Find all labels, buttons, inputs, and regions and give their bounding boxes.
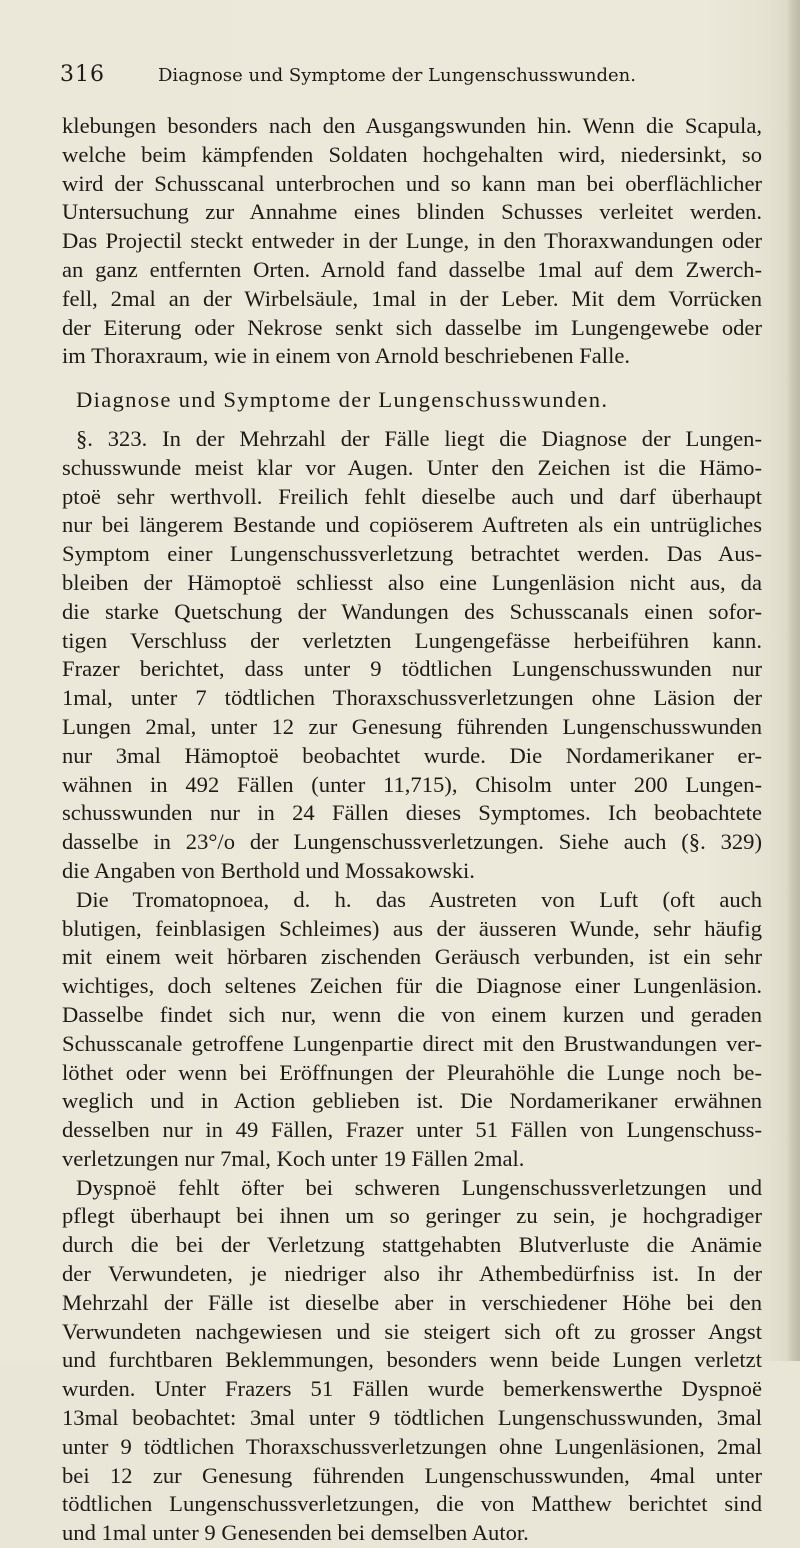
text-line: Lungen 2mal, unter 12 zur Genesung führenden Lungenschusswunden bbox=[62, 713, 762, 739]
text-line: weglich und in Action geblieben ist. Die Nordamerikaner erwähnen bbox=[62, 1088, 762, 1114]
text-line: fell, 2mal an der Wirbelsäule, 1mal in der Leber. Mit dem Vorrücken bbox=[62, 285, 762, 311]
text-line: wird der Schusscanal unterbrochen und so kann man bei oberflächlicher bbox=[62, 170, 762, 196]
text-line: schusswunden nur in 24 Fällen dieses Symptomes. Ich beobachtete bbox=[62, 800, 762, 826]
text-line: welche beim kämpfenden Soldaten hochgehalten wird, niedersinkt, so bbox=[62, 141, 762, 167]
text-line: wähnen in 492 Fällen (unter 11,715), Chisolm unter 200 Lungen- bbox=[62, 771, 762, 797]
page-header bbox=[60, 62, 760, 92]
text-line: unter 9 tödtlichen Thoraxschussverletzungen ohne Lungenläsionen, 2mal bbox=[62, 1433, 762, 1459]
text-line: pflegt überhaupt bei ihnen um so geringer zu sein, je hochgradiger bbox=[62, 1203, 762, 1229]
text-line: wichtiges, doch seltenes Zeichen für die Diagnose einer Lungenläsion. bbox=[62, 973, 762, 999]
text-line: tigen Verschluss der verletzten Lungengefässe herbeiführen kann. bbox=[62, 627, 762, 653]
paragraph-3 bbox=[62, 886, 762, 1174]
text-line: und furchtbaren Beklemmungen, besonders wenn beide Lungen verletzt bbox=[62, 1347, 762, 1373]
text-line: und 1mal unter 9 Genesenden bei demselben Autor. bbox=[62, 1520, 529, 1546]
text-line: Die Tromatopnoea, d. h. das Austreten von Luft (oft auch bbox=[76, 886, 762, 912]
text-line: durch die bei der Verletzung stattgehabten Blutverluste die Anämie bbox=[62, 1232, 762, 1258]
page-number: 316 bbox=[60, 62, 105, 87]
text-line: blutigen, feinblasigen Schleimes) aus der äusseren Wunde, sehr häufig bbox=[62, 915, 762, 941]
text-line: verletzungen nur 7mal, Koch unter 19 Fällen 2mal. bbox=[62, 1145, 525, 1171]
text-line: Untersuchung zur Annahme eines blinden Schusses verleitet werden. bbox=[62, 199, 762, 225]
text-line: desselben nur in 49 Fällen, Frazer unter 51 Fällen von Lungenschuss- bbox=[62, 1117, 762, 1143]
text-line: bei 12 zur Genesung führenden Lungenschusswunden, 4mal unter bbox=[62, 1462, 762, 1488]
text-line: klebungen besonders nach den Ausgangswunden hin. Wenn die Scapula, bbox=[62, 113, 762, 138]
text-line: der Verwundeten, je niedriger also ihr Athembedürfniss ist. In der bbox=[62, 1261, 762, 1287]
text-line: an ganz entfernten Orten. Arnold fand dasselbe 1mal auf dem Zwerch- bbox=[62, 256, 762, 282]
text-line: nur bei längerem Bestande und copiöserem Auftreten als ein untrügliches bbox=[62, 512, 762, 538]
running-head: Diagnose und Symptome der Lungenschusswunden. bbox=[158, 65, 636, 86]
text-line: §. 323. In der Mehrzahl der Fälle liegt die Diagnose der Lungen- bbox=[76, 425, 762, 451]
text-line: 1mal, unter 7 tödtlichen Thoraxschussverletzungen ohne Läsion der bbox=[62, 685, 762, 711]
paragraph-1 bbox=[62, 112, 762, 371]
text-line: Dasselbe findet sich nur, wenn die von einem kurzen und geraden bbox=[62, 1001, 762, 1027]
text-line: mit einem weit hörbaren zischenden Geräusch verbunden, ist ein sehr bbox=[62, 944, 762, 970]
text-line: dasselbe in 23°/o der Lungenschussverletzungen. Siehe auch (§. 329) bbox=[62, 829, 762, 855]
text-line: Frazer berichtet, dass unter 9 tödtlichen Lungenschusswunden nur bbox=[62, 656, 762, 682]
text-line: tödtlichen Lungenschussverletzungen, die von Matthew berichtet sind bbox=[62, 1491, 762, 1517]
text-line: bleiben der Hämoptoë schliesst also eine Lungenläsion nicht aus, da bbox=[62, 569, 762, 595]
text-line: nur 3mal Hämoptoë beobachtet wurde. Die Nordamerikaner er- bbox=[62, 742, 762, 768]
text-line: löthet oder wenn bei Eröffnungen der Pleurahöhle die Lunge noch be- bbox=[62, 1059, 762, 1085]
text-line: Mehrzahl der Fälle ist dieselbe aber in verschiedener Höhe bei den bbox=[62, 1289, 762, 1315]
paragraph-2 bbox=[62, 425, 762, 886]
text-line: 13mal beobachtet: 3mal unter 9 tödtlichen Lungenschusswunden, 3mal bbox=[62, 1405, 762, 1431]
text-line: wurden. Unter Frazers 51 Fällen wurde bemerkenswerthe Dyspnoë bbox=[62, 1376, 762, 1402]
page-body bbox=[62, 112, 762, 1548]
page-edge-shadow bbox=[786, 0, 800, 1361]
text-line: Verwundeten nachgewiesen und sie steigert sich oft zu grosser Angst bbox=[62, 1318, 762, 1344]
text-line: die starke Quetschung der Wandungen des Schusscanals einen sofor- bbox=[62, 598, 762, 624]
text-line: Das Projectil steckt entweder in der Lunge, in den Thoraxwandungen oder bbox=[62, 228, 762, 254]
text-line: schusswunde meist klar vor Augen. Unter den Zeichen ist die Hämo- bbox=[62, 454, 762, 480]
text-line: im Thoraxraum, wie in einem von Arnold beschriebenen Falle. bbox=[62, 343, 631, 369]
text-line: Symptom einer Lungenschussverletzung betrachtet werden. Das Aus- bbox=[62, 541, 762, 567]
text-line: ptoë sehr werthvoll. Freilich fehlt dieselbe auch und darf überhaupt bbox=[62, 483, 762, 509]
text-line: Dyspnoë fehlt öfter bei schweren Lungenschussverletzungen und bbox=[76, 1174, 762, 1200]
text-line: Schusscanale getroffene Lungenpartie direct mit den Brustwandungen ver- bbox=[62, 1030, 762, 1056]
text-line: die Angaben von Berthold und Mossakowski. bbox=[62, 857, 475, 883]
text-line: der Eiterung oder Nekrose senkt sich dasselbe im Lungengewebe oder bbox=[62, 314, 762, 340]
section-heading: Diagnose und Symptome der Lungenschusswunden. bbox=[76, 387, 609, 413]
